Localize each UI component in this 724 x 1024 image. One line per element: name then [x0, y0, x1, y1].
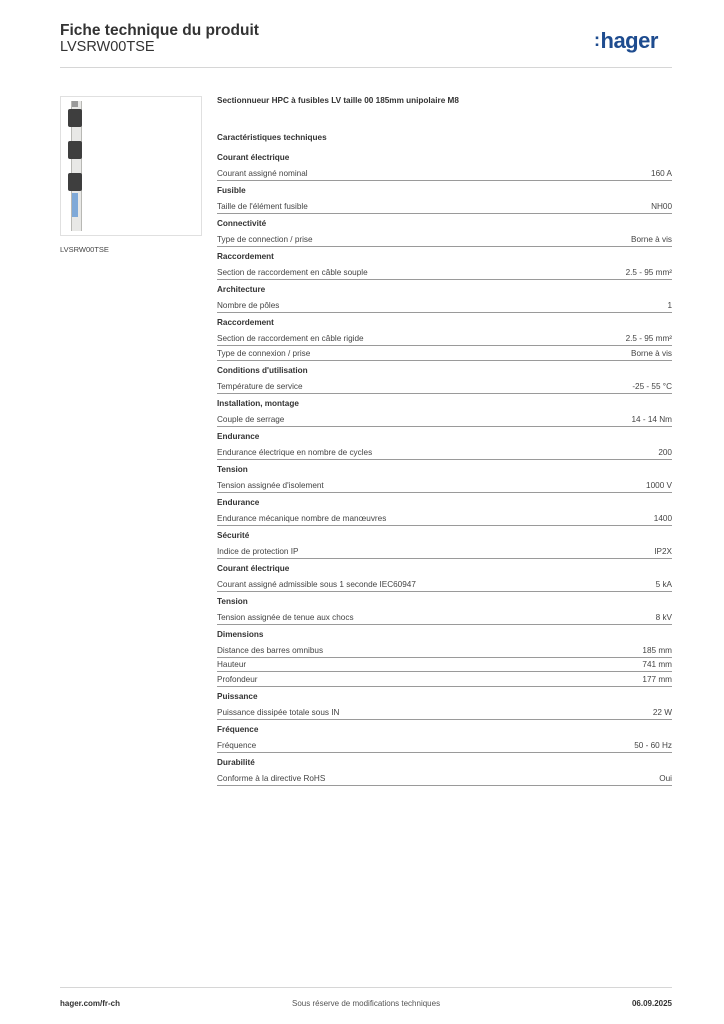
spec-row	[217, 612, 672, 625]
spec-section	[217, 318, 672, 361]
spec-label: Couple de serrage	[217, 414, 285, 424]
spec-row	[217, 447, 672, 460]
spec-label: Tension assignée d'isolement	[217, 480, 324, 490]
spec-label: Type de connection / prise	[217, 235, 313, 244]
spec-section-title: Installation, montage	[217, 398, 299, 408]
spec-value: 8 kV	[655, 612, 672, 622]
main-content	[217, 96, 672, 788]
spec-section-title: Sécurité	[217, 530, 250, 540]
spec-label: Type de connexion / prise	[217, 348, 311, 358]
spec-value: 5 kA	[655, 579, 672, 589]
spec-value: -25 - 55 °C	[632, 381, 672, 391]
spec-row	[217, 300, 672, 313]
spec-section	[217, 186, 672, 214]
spec-label: Conforme à la directive RoHS	[217, 774, 326, 784]
spec-value: 2.5 - 95 mm²	[625, 334, 672, 343]
spec-row	[217, 480, 672, 493]
spec-section-title: Raccordement	[217, 252, 274, 261]
product-description: Sectionnueur HPC à fusibles LV taille 00 185mm unipolaire M8	[217, 96, 459, 105]
spec-value: Borne à vis	[631, 348, 672, 358]
header-divider	[60, 67, 672, 68]
spec-label: Hauteur	[217, 660, 247, 670]
spec-section-title: Endurance	[217, 497, 260, 507]
spec-label: Endurance mécanique nombre de manœuvres	[217, 513, 387, 523]
spec-section	[217, 399, 672, 427]
spec-section-title: Fusible	[217, 186, 246, 195]
spec-section	[217, 498, 672, 526]
spec-value: 1	[667, 301, 672, 310]
spec-value: 1400	[653, 513, 672, 523]
spec-value: 22 W	[652, 708, 672, 718]
spec-section	[217, 252, 672, 280]
spec-section-title: Durabilité	[217, 758, 255, 768]
spec-row	[217, 674, 672, 687]
spec-value: Oui	[659, 774, 672, 784]
footer-disclaimer: Sous réserve de modifications techniques	[292, 999, 441, 1008]
product-image-caption: LVSRW00TSE	[60, 245, 109, 254]
spec-value: 185 mm	[642, 645, 672, 655]
spec-section	[217, 366, 672, 394]
spec-row	[217, 579, 672, 592]
spec-label: Tension assignée de tenue aux chocs	[217, 612, 354, 622]
spec-row	[217, 333, 672, 346]
spec-row	[217, 414, 672, 427]
spec-label: Température de service	[217, 381, 303, 391]
spec-row	[217, 201, 672, 214]
logo-text: hager	[600, 28, 658, 53]
spec-section	[217, 725, 672, 753]
spec-section-title: Tension	[217, 464, 248, 474]
spec-value: NH00	[651, 202, 672, 211]
spec-label: Taille de l'élément fusible	[217, 202, 308, 211]
spec-section	[217, 465, 672, 493]
specs-list	[217, 153, 672, 786]
spec-section	[217, 758, 672, 786]
spec-section-title: Puissance	[217, 692, 258, 702]
spec-section-title: Courant électrique	[217, 153, 290, 162]
spec-row	[217, 348, 672, 361]
spec-row	[217, 707, 672, 720]
spec-value: 2.5 - 95 mm²	[625, 268, 672, 277]
spec-row	[217, 267, 672, 280]
spec-row	[217, 740, 672, 753]
spec-label: Courant assigné admissible sous 1 seconde IEC60947	[217, 579, 416, 589]
spec-value: 177 mm	[642, 675, 672, 685]
spec-section-title: Courant électrique	[217, 563, 290, 573]
spec-section-title: Fréquence	[217, 725, 259, 735]
characteristics-title: Caractéristiques techniques	[217, 133, 327, 142]
spec-label: Courant assigné nominal	[217, 169, 308, 178]
product-reference: LVSRW00TSE	[60, 39, 155, 55]
spec-section	[217, 564, 672, 592]
footer-divider	[60, 987, 672, 988]
fuse-disconnector-illustration	[68, 101, 82, 231]
spec-section	[217, 630, 672, 687]
spec-row	[217, 513, 672, 526]
spec-section-title: Connectivité	[217, 219, 267, 228]
spec-section	[217, 432, 672, 460]
spec-section-title: Conditions d'utilisation	[217, 365, 308, 375]
spec-section-title: Architecture	[217, 285, 266, 294]
spec-label: Endurance électrique en nombre de cycles	[217, 447, 373, 457]
spec-section	[217, 153, 672, 181]
spec-section-title: Tension	[217, 596, 248, 606]
spec-label: Distance des barres omnibus	[217, 645, 324, 655]
spec-row	[217, 645, 672, 658]
spec-row	[217, 659, 672, 672]
footer-date: 06.09.2025	[631, 999, 672, 1008]
spec-value: 14 - 14 Nm	[631, 414, 672, 424]
spec-value: 741 mm	[642, 660, 672, 670]
spec-section	[217, 692, 672, 720]
spec-section-title: Dimensions	[217, 629, 264, 639]
spec-value: 200	[658, 447, 672, 457]
footer-website: hager.com/fr-ch	[60, 999, 121, 1008]
spec-row	[217, 168, 672, 181]
spec-label: Nombre de pôles	[217, 301, 280, 310]
spec-label: Profondeur	[217, 675, 258, 685]
spec-value: 50 - 60 Hz	[634, 741, 672, 751]
spec-row	[217, 234, 672, 247]
product-image	[60, 96, 202, 236]
spec-section	[217, 531, 672, 559]
spec-label: Section de raccordement en câble rigide	[217, 334, 364, 343]
spec-value: IP2X	[654, 546, 672, 556]
spec-value: 160 A	[651, 169, 672, 178]
spec-label: Fréquence	[217, 741, 257, 751]
spec-section	[217, 597, 672, 625]
spec-row	[217, 773, 672, 786]
spec-value: 1000 V	[646, 480, 672, 490]
spec-section	[217, 219, 672, 247]
spec-section	[217, 285, 672, 313]
spec-row	[217, 381, 672, 394]
hager-logo: :hager	[594, 28, 658, 53]
page-title: Fiche technique du produit	[60, 22, 259, 39]
spec-value: Borne à vis	[631, 235, 672, 244]
spec-section-title: Raccordement	[217, 318, 274, 327]
spec-label: Section de raccordement en câble souple	[217, 268, 368, 277]
spec-section-title: Endurance	[217, 431, 260, 441]
spec-label: Puissance dissipée totale sous IN	[217, 708, 340, 718]
spec-label: Indice de protection IP	[217, 546, 299, 556]
spec-row	[217, 546, 672, 559]
